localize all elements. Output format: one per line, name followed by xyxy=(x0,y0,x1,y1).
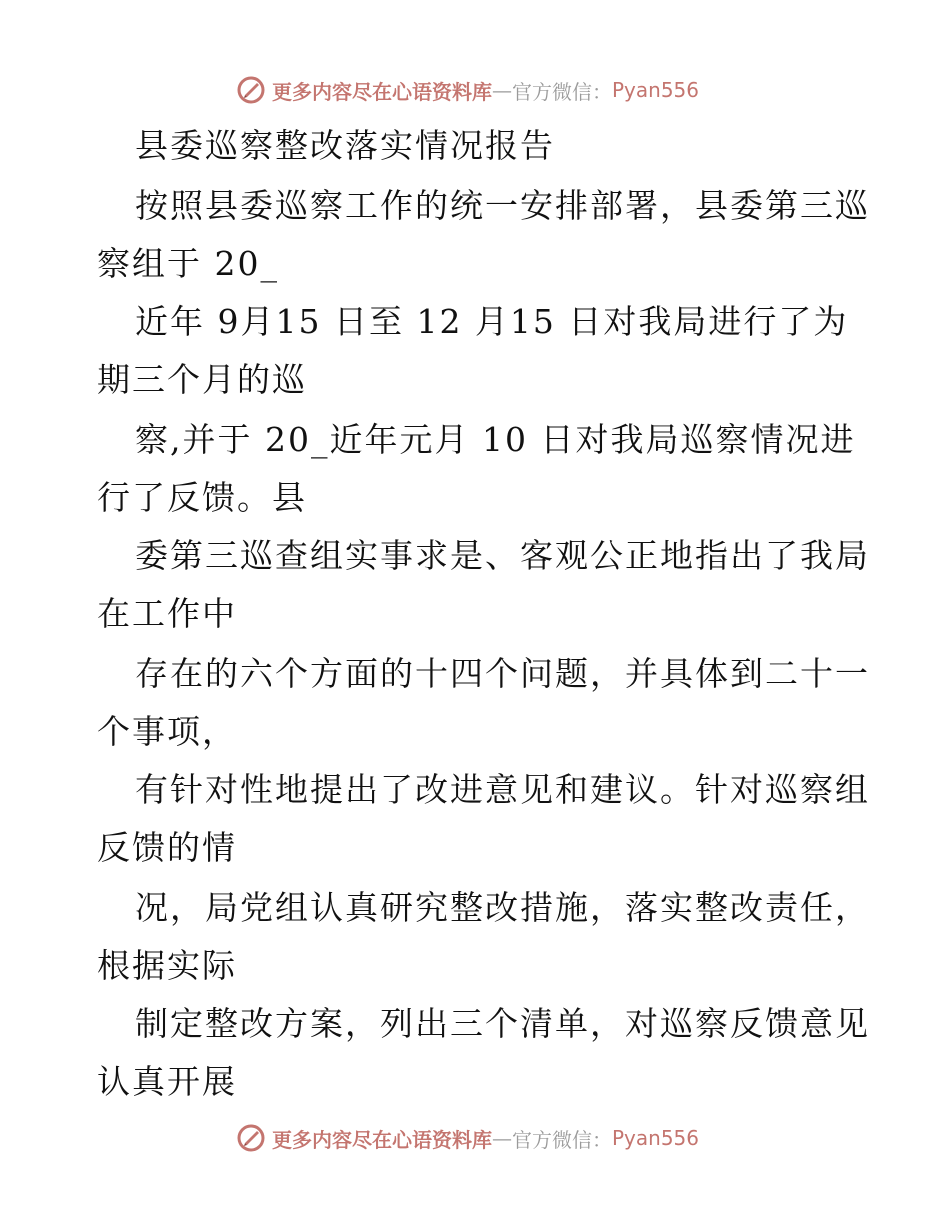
paragraph-line: 近年 9月15 日至 12 月15 日对我局进行了为 xyxy=(135,302,849,341)
paragraph-line: 察组于 20_ xyxy=(97,244,279,283)
watermark-sub-text: 官方微信： xyxy=(512,1127,612,1152)
quill-logo-icon xyxy=(236,75,266,105)
watermark-dash: — xyxy=(492,78,512,102)
footer-watermark xyxy=(236,1120,699,1156)
paragraph-line: 个事项， xyxy=(97,712,237,751)
paragraph-line: 察,并于 20_近年元月 10 日对我局巡察情况进 xyxy=(135,420,856,459)
paragraph-line: 行了反馈。县 xyxy=(97,478,307,517)
watermark-main-text: 更多内容尽在心语资料库 xyxy=(272,1127,492,1152)
paragraph-line: 认真开展 xyxy=(97,1062,237,1101)
watermark-account: Pyan556 xyxy=(612,78,700,102)
paragraph-line: 制定整改方案，列出三个清单，对巡察反馈意见 xyxy=(135,1004,870,1043)
paragraph-line: 有针对性地提出了改进意见和建议。针对巡察组 xyxy=(135,770,870,809)
watermark-account: Pyan556 xyxy=(612,1126,700,1150)
paragraph-line: 根据实际 xyxy=(97,946,237,985)
paragraph-line: 反馈的情 xyxy=(97,828,237,867)
paragraph-line: 按照县委巡察工作的统一安排部署，县委第三巡 xyxy=(135,186,870,225)
paragraph-line: 存在的六个方面的十四个问题，并具体到二十一 xyxy=(135,654,870,693)
document-title: 县委巡察整改落实情况报告 xyxy=(135,126,555,165)
watermark-dash: — xyxy=(492,1126,512,1150)
header-watermark xyxy=(236,72,699,108)
paragraph-line: 期三个月的巡 xyxy=(97,360,307,399)
paragraph-line: 况，局党组认真研究整改措施，落实整改责任， xyxy=(135,888,870,927)
paragraph-line: 委第三巡查组实事求是、客观公正地指出了我局 xyxy=(135,536,870,575)
quill-logo-icon xyxy=(236,1123,266,1153)
paragraph-line: 在工作中 xyxy=(97,594,237,633)
watermark-main-text: 更多内容尽在心语资料库 xyxy=(272,79,492,104)
watermark-sub-text: 官方微信： xyxy=(512,79,612,104)
